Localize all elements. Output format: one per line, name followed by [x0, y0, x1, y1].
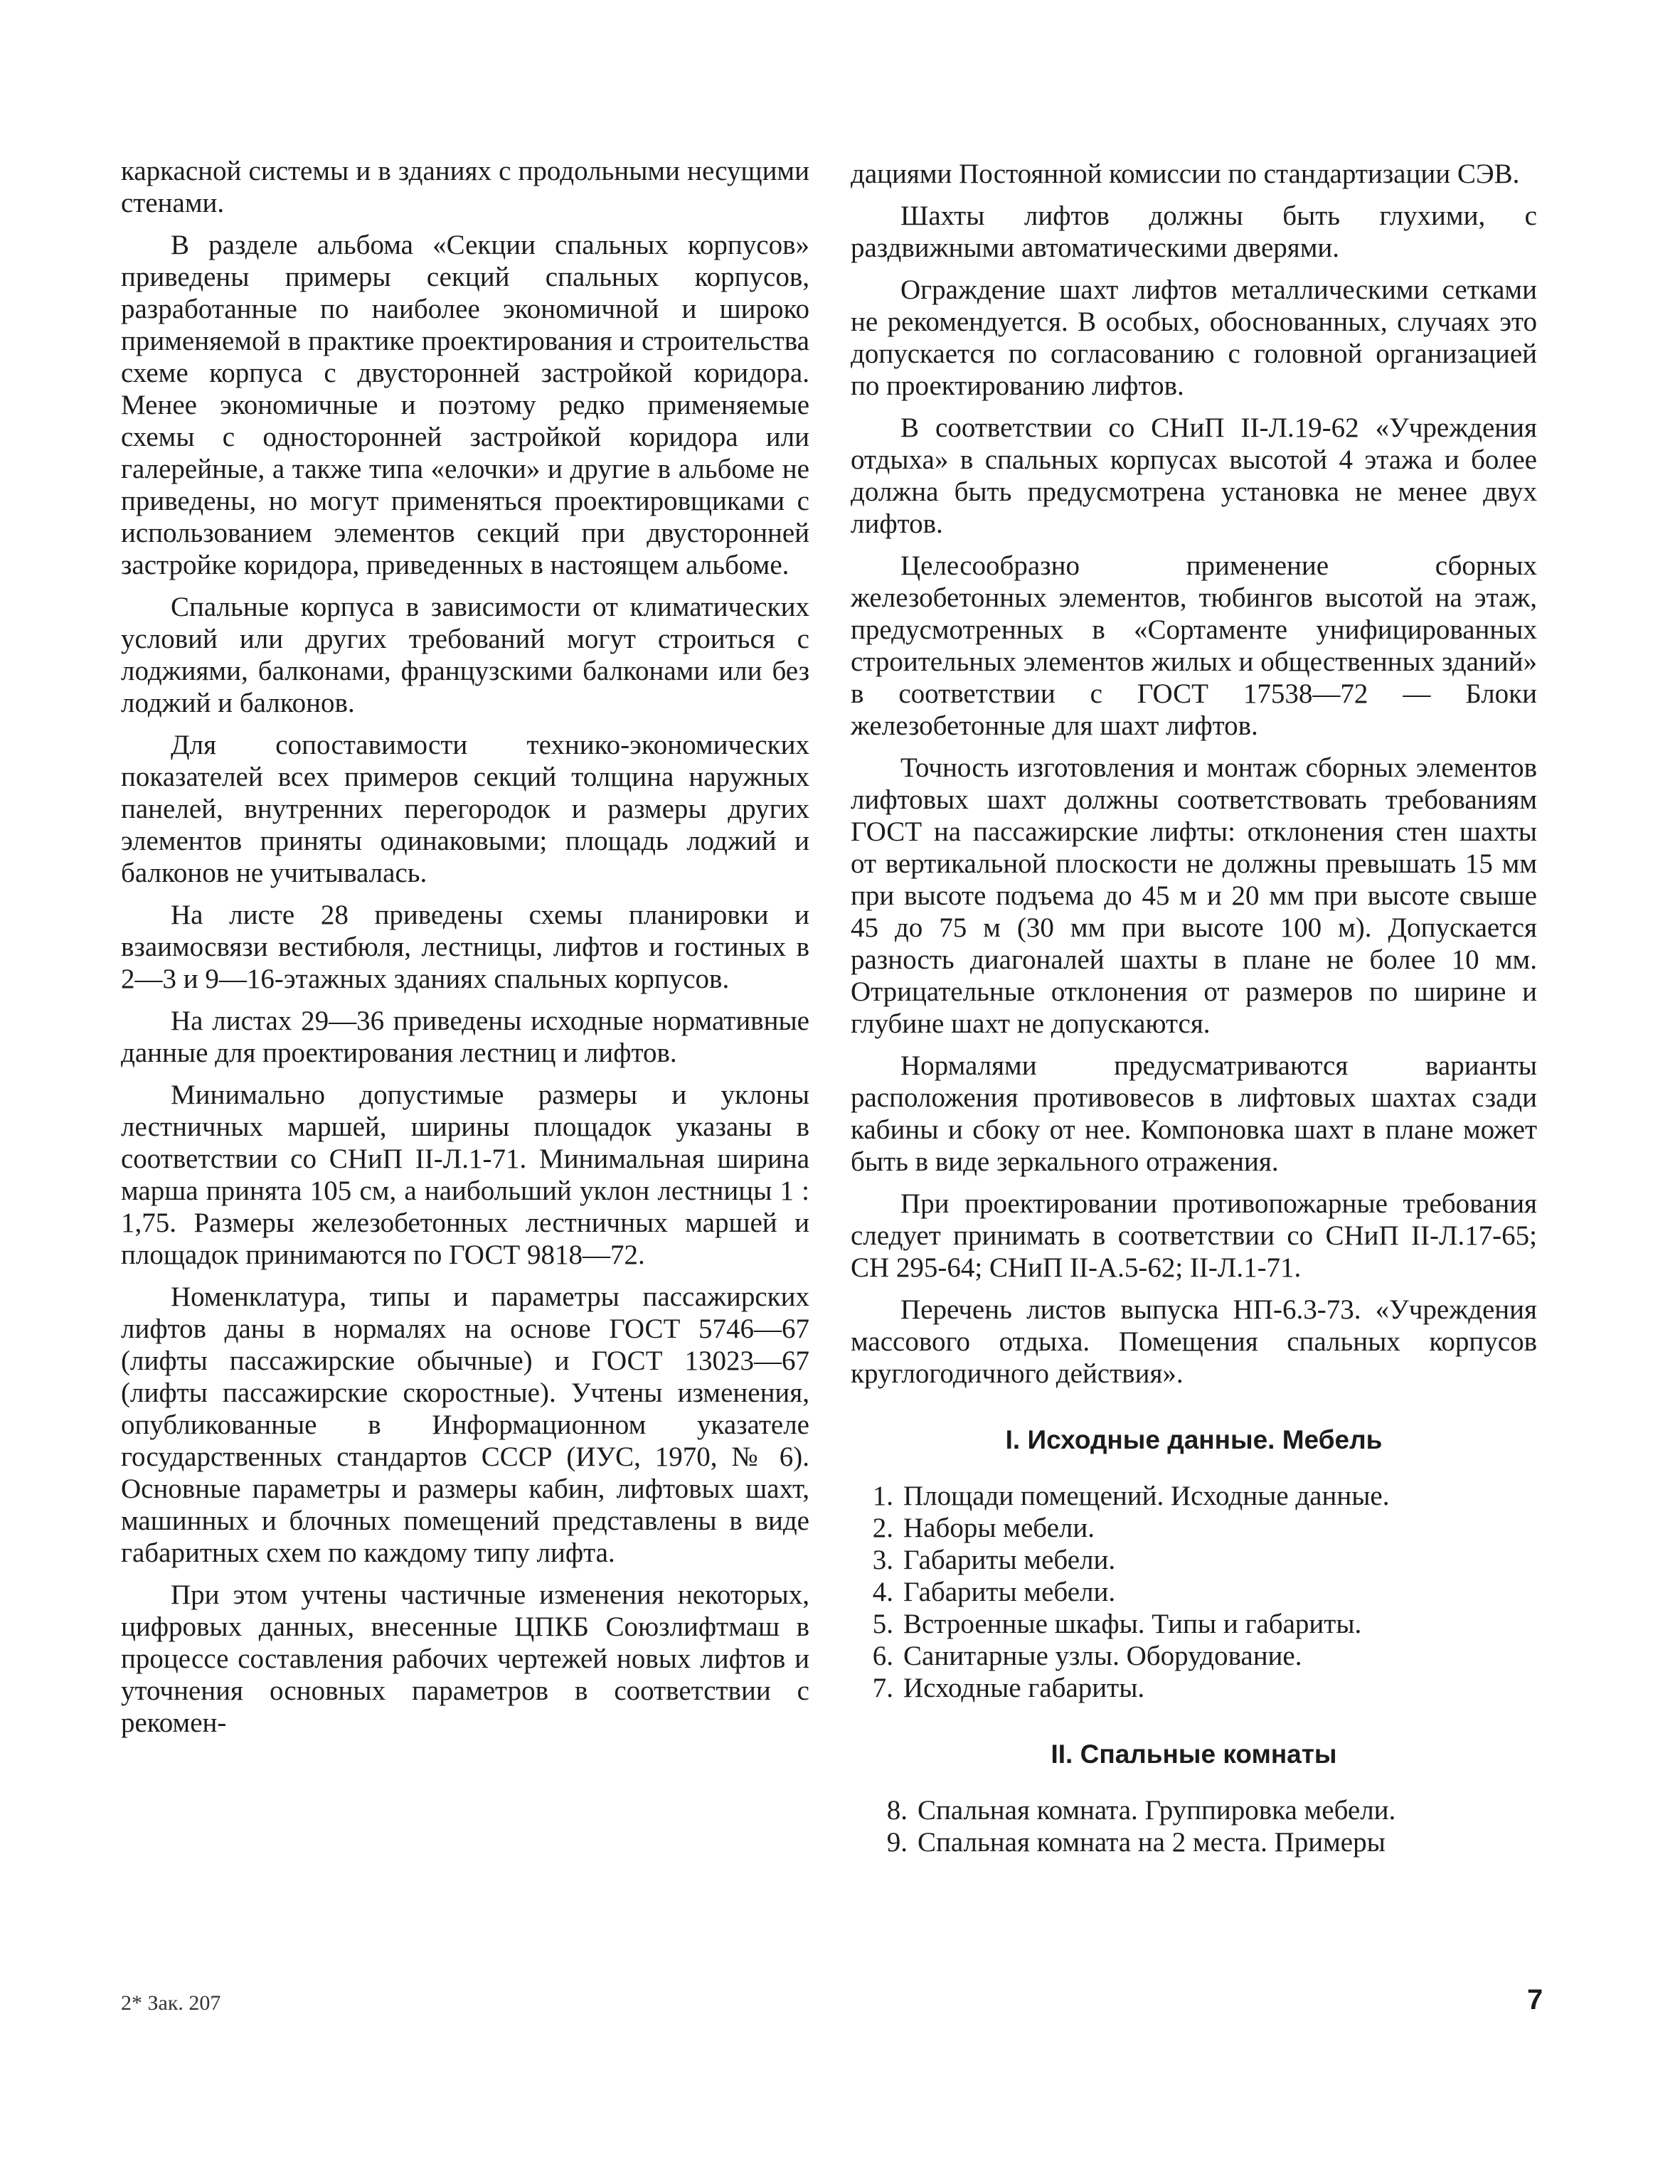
paragraph: Нормалями предусматриваются варианты расположения противовесов в лифтовых шахтах сзади кабины и сбоку от нее. Компоновка шахт в плане может быть в виде зеркального отражения.	[851, 1050, 1537, 1177]
paragraph: Минимально допустимые размеры и уклоны лестничных маршей, ширины площадок указаны в соответствии со СНиП II-Л.1-71. Минимальная ширина марша принята 105 см, а наибольший уклон лестницы 1 : 1,75. Размеры железобетонных лестничных маршей и площадок принимаются по ГОСТ 9818—72.	[121, 1080, 809, 1270]
list-item-number: 3.	[872, 1545, 893, 1575]
paragraph: Номенклатура, типы и параметры пассажирских лифтов даны в нормалях на основе ГОСТ 5746—67 (лифты пассажирские обычные) и ГОСТ 13023—67 (лифты пассажирские скоростные). Учтены изменения, опубликованные в Информационном указателе государственных стандартов СССР (ИУС, 1970, № 6). Основные параметры и размеры кабин, лифтовых шахт, машинных и блочных помещений представлены в виде габаритных схем по каждому типу лифта.	[121, 1282, 809, 1568]
list-item-number: 6.	[872, 1641, 893, 1671]
list-item	[851, 1512, 1537, 1544]
list-item-number: 2.	[872, 1513, 893, 1543]
list-item-text: Площади помещений. Исходные данные.	[903, 1481, 1390, 1511]
list-item	[851, 1544, 1537, 1576]
list-item-text: Санитарные узлы. Оборудование.	[903, 1641, 1302, 1671]
list-item	[851, 1608, 1537, 1640]
list-item	[851, 1576, 1537, 1608]
list-item	[851, 1672, 1537, 1704]
section-heading: I. Исходные данные. Мебель	[1005, 1425, 1383, 1454]
list-item-text: Наборы мебели.	[903, 1513, 1095, 1543]
paragraph: каркасной системы и в зданиях с продольными несущими стенами.	[121, 156, 809, 218]
paragraph: В соответствии со СНиП II-Л.19-62 «Учреждения отдыха» в спальных корпусах высотой 4 этажа и более должна быть предусмотрена установка не менее двух лифтов.	[851, 412, 1537, 539]
paragraph: На листах 29—36 приведены исходные нормативные данные для проектирования лестниц и лифтов.	[121, 1006, 809, 1068]
section-heading: II. Спальные комнаты	[1051, 1740, 1337, 1769]
sheet-list	[851, 1794, 1537, 1858]
paragraph: Перечень листов выпуска НП-6.3-73. «Учреждения массового отдыха. Помещения спальных корпусов круглогодичного действия».	[851, 1294, 1537, 1389]
left-column	[121, 155, 809, 1749]
list-item-number: 8.	[886, 1795, 908, 1826]
right-column	[851, 158, 1537, 1858]
paragraph: На листе 28 приведены схемы планировки и взаимосвязи вестибюля, лестницы, лифтов и гостиных в 2—3 и 9—16-этажных зданиях спальных корпусов.	[121, 900, 809, 994]
list-item	[851, 1640, 1537, 1672]
paragraph: Спальные корпуса в зависимости от климатических условий или других требований могут строиться с лоджиями, балконами, французскими балконами или без лоджий и балконов.	[121, 592, 809, 718]
paragraph: дациями Постоянной комиссии по стандартизации СЭВ.	[851, 159, 1520, 189]
paragraph: Целесообразно применение сборных железобетонных элементов, тюбингов высотой на этаж, предусмотренных в «Сортаменте унифицированных строительных элементов жилых и общественных зданий» в соответствии с ГОСТ 17538—72 — Блоки железобетонные для шахт лифтов.	[851, 550, 1537, 741]
sheet-list	[851, 1480, 1537, 1704]
list-item-number: 9.	[886, 1827, 908, 1858]
paragraph: Ограждение шахт лифтов металлическими сетками не рекомендуется. В особых, обоснованных, случаях это допускается по согласованию с головной организацией по проектированию лифтов.	[851, 275, 1537, 401]
paragraph: При этом учтены частичные изменения некоторых, цифровых данных, внесенные ЦПКБ Союзлифтмаш в процессе составления рабочих чертежей новых лифтов и уточнения основных параметров в соответствии с рекомен-	[121, 1580, 809, 1738]
list-item-number: 1.	[872, 1481, 893, 1511]
paragraph: Шахты лифтов должны быть глухими, с раздвижными автоматическими дверями.	[851, 201, 1537, 263]
list-item-number: 7.	[872, 1673, 893, 1703]
paragraph: Для сопоставимости технико-экономических показателей всех примеров секций толщина наружных панелей, внутренних перегородок и размеры других элементов приняты одинаковыми; площадь лоджий и балконов не учитывалась.	[121, 730, 809, 888]
list-item-text: Габариты мебели.	[903, 1545, 1116, 1575]
order-mark: 2* Зак. 207	[121, 1991, 221, 2015]
list-item-text: Исходные габариты.	[903, 1673, 1145, 1703]
paragraph: В разделе альбома «Секции спальных корпусов» приведены примеры секций спальных корпусов, разработанные по наиболее экономичной и широко применяемой в практике проектирования и строительства схеме корпуса с двусторонней застройкой коридора. Менее экономичные и поэтому редко применяемые схемы с односторонней застройкой коридора или галерейные, а также типа «елочки» и другие в альбоме не приведены, но могут применяться проектировщиками с использованием элементов секций при двусторонней застройке коридора, приведенных в настоящем альбоме.	[121, 230, 809, 580]
list-item-text: Габариты мебели.	[903, 1577, 1116, 1607]
paragraph: При проектировании противопожарные требования следует принимать в соответствии со СНиП II-Л.17-65; СН 295-64; СНиП II-А.5-62; II-Л.1-71.	[851, 1188, 1537, 1283]
list-item	[851, 1480, 1537, 1512]
list-item-text: Спальная комната. Группировка мебели.	[918, 1795, 1396, 1826]
paragraph: Точность изготовления и монтаж сборных элементов лифтовых шахт должны соответствовать требованиям ГОСТ на пассажирские лифты: отклонения стен шахты от вертикальной плоскости не должны превышать 15 мм при высоте подъема до 45 м и 20 мм при высоте свыше 45 до 75 м (30 мм при высоте 100 м). Допускается разность диагоналей шахты в плане не более 10 мм. Отрицательные отклонения от размеров по ширине и глубине шахт не допускаются.	[851, 752, 1537, 1039]
page-number: 7	[1527, 1984, 1543, 2015]
list-item-number: 5.	[872, 1609, 893, 1639]
list-item-number: 4.	[872, 1577, 893, 1607]
list-item	[851, 1826, 1537, 1858]
list-item-text: Встроенные шкафы. Типы и габариты.	[903, 1609, 1362, 1639]
list-item-text: Спальная комната на 2 места. Примеры	[918, 1827, 1386, 1858]
list-item	[851, 1794, 1537, 1826]
